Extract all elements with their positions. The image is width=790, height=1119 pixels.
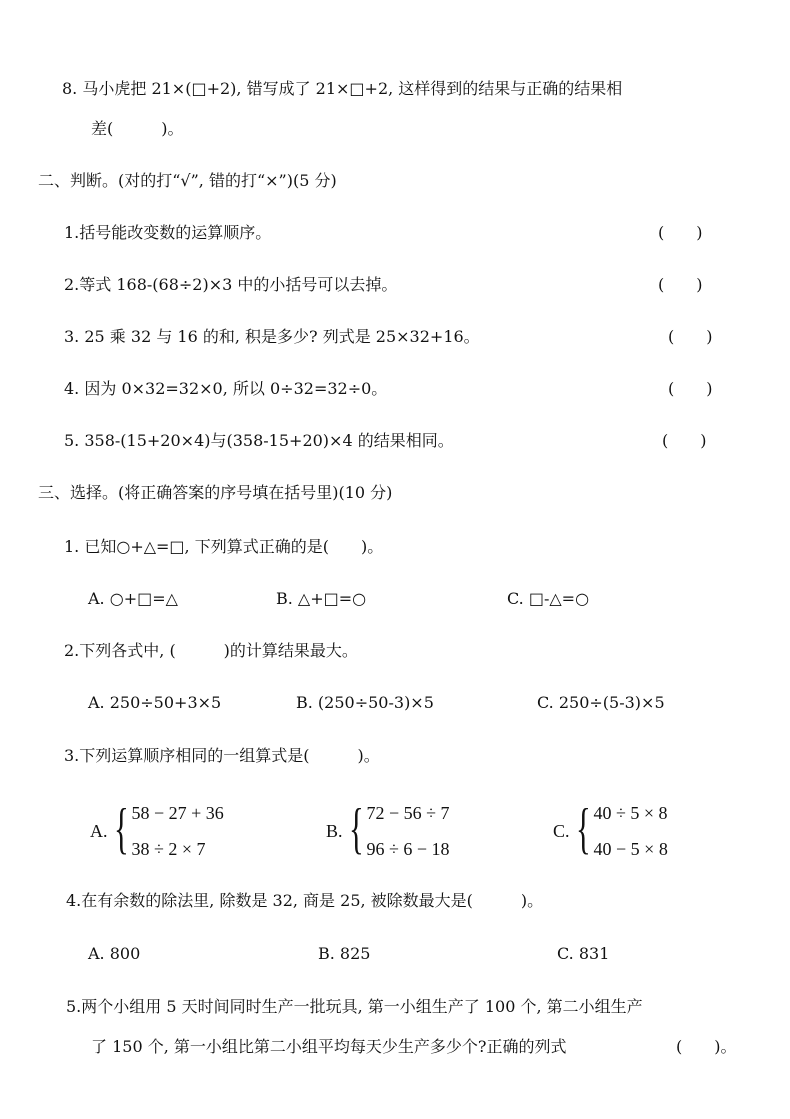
choice-q3-option-c[interactable] bbox=[553, 795, 668, 867]
judge-answer-3[interactable]: ( ) bbox=[668, 327, 713, 346]
choice-q4-option-a[interactable]: A. 800 bbox=[88, 944, 141, 963]
choice-q4-option-b[interactable]: B. 825 bbox=[318, 944, 371, 963]
section2-title: 二、判断。(对的打“√”, 错的打“×”)(5 分) bbox=[38, 171, 337, 190]
q8-line1: 8. 马小虎把 21×(□+2), 错写成了 21×□+2, 这样得到的结果与正确的结果相 bbox=[62, 79, 623, 98]
judge-answer-1[interactable]: ( ) bbox=[658, 223, 703, 242]
brace-symbol: { bbox=[113, 798, 129, 860]
choice-q1-stem: 1. 已知○+△=□, 下列算式正确的是( )。 bbox=[64, 537, 384, 556]
option-label: B. bbox=[326, 820, 343, 841]
brace-symbol: { bbox=[575, 798, 591, 860]
choice-q5-answer[interactable]: ( )。 bbox=[676, 1037, 737, 1056]
choice-q1-option-a[interactable]: A. ○+□=△ bbox=[88, 589, 178, 608]
judge-answer-4[interactable]: ( ) bbox=[668, 379, 713, 398]
expression-row: 38 ÷ 2 × 7 bbox=[131, 839, 206, 859]
choice-q2-option-b[interactable]: B. (250÷50-3)×5 bbox=[296, 693, 434, 712]
choice-q3-stem: 3.下列运算顺序相同的一组算式是( )。 bbox=[64, 746, 380, 765]
judge-item-4: 4. 因为 0×32=32×0, 所以 0÷32=32÷0。 bbox=[64, 379, 388, 398]
judge-item-5: 5. 358-(15+20×4)与(358-15+20)×4 的结果相同。 bbox=[64, 431, 454, 450]
brace-symbol: { bbox=[348, 798, 364, 860]
judge-answer-2[interactable]: ( ) bbox=[658, 275, 703, 294]
choice-q3-option-b[interactable] bbox=[326, 795, 450, 867]
judge-answer-5[interactable]: ( ) bbox=[662, 431, 707, 450]
judge-item-3: 3. 25 乘 32 与 16 的和, 积是多少? 列式是 25×32+16。 bbox=[64, 327, 480, 346]
expression-row: 40 ÷ 5 × 8 bbox=[593, 803, 668, 823]
choice-q2-option-c[interactable]: C. 250÷(5-3)×5 bbox=[537, 693, 665, 712]
section3-title: 三、选择。(将正确答案的序号填在括号里)(10 分) bbox=[38, 483, 393, 502]
choice-q4-stem: 4.在有余数的除法里, 除数是 32, 商是 25, 被除数最大是( )。 bbox=[66, 891, 544, 910]
expression-row: 72 − 56 ÷ 7 bbox=[366, 803, 450, 823]
option-label: A. bbox=[90, 820, 108, 841]
choice-q3-option-a[interactable] bbox=[90, 795, 224, 867]
choice-q2-stem: 2.下列各式中, ( )的计算结果最大。 bbox=[64, 641, 358, 660]
choice-q2-option-a[interactable]: A. 250÷50+3×5 bbox=[88, 693, 222, 712]
judge-item-2: 2.等式 168-(68÷2)×3 中的小括号可以去掉。 bbox=[64, 275, 398, 294]
choice-q5-line2: 了 150 个, 第一小组比第二小组平均每天少生产多少个?正确的列式 bbox=[91, 1037, 567, 1056]
choice-q5-line1: 5.两个小组用 5 天时间同时生产一批玩具, 第一小组生产了 100 个, 第二小组生产 bbox=[66, 997, 643, 1016]
choice-q4-option-c[interactable]: C. 831 bbox=[557, 944, 610, 963]
choice-q1-option-b[interactable]: B. △+□=○ bbox=[276, 589, 367, 608]
option-label: C. bbox=[553, 820, 570, 841]
judge-item-1: 1.括号能改变数的运算顺序。 bbox=[64, 223, 272, 242]
choice-q1-option-c[interactable]: C. □-△=○ bbox=[507, 589, 590, 608]
expression-row: 58 − 27 + 36 bbox=[131, 803, 224, 823]
q8-line2: 差( )。 bbox=[91, 119, 184, 138]
expression-row: 40 − 5 × 8 bbox=[593, 839, 668, 859]
expression-row: 96 ÷ 6 − 18 bbox=[366, 839, 450, 859]
